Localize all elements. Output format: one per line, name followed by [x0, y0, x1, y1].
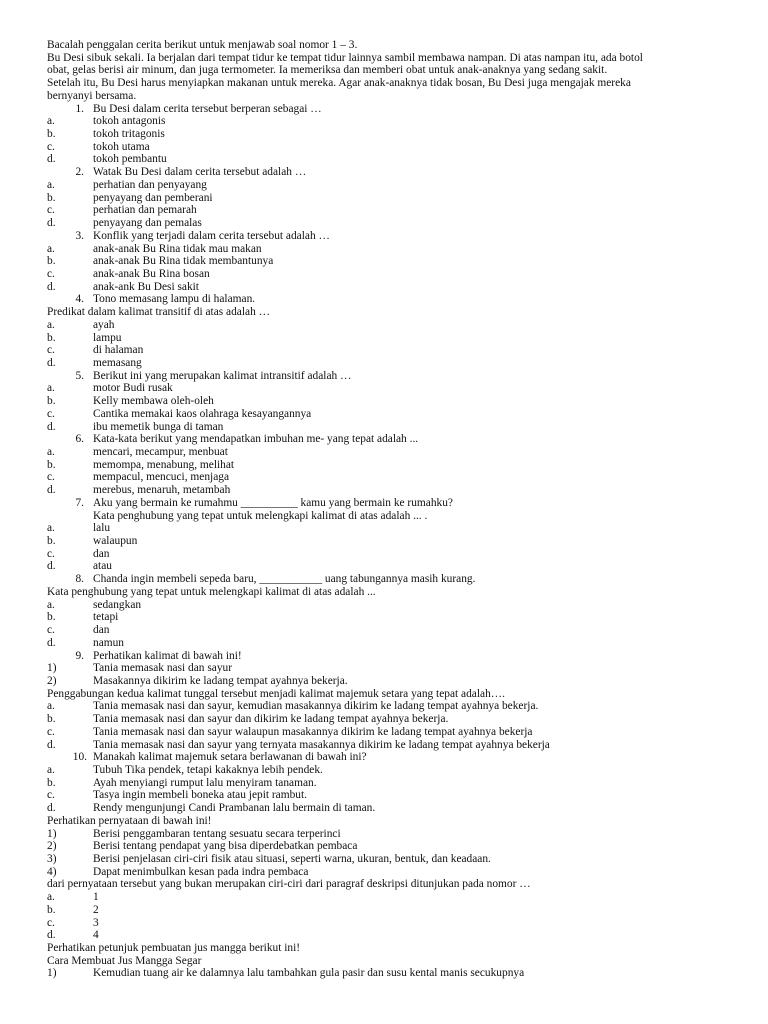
option-c	[47, 204, 727, 217]
option-a	[47, 179, 727, 192]
question-text: Kata-kata berikut yang mendapatkan imbuhan me- yang tepat adalah ...	[93, 433, 419, 446]
statement-text: Berisi tentang pendapat yang bisa diperdebatkan pembaca	[93, 840, 358, 853]
statement-text: Berisi penjelasan ciri-ciri fisik atau situasi, seperti warna, ukuran, bentuk, dan keadaan.	[93, 853, 491, 865]
option-a	[47, 446, 727, 459]
option-label: b.	[47, 535, 56, 548]
option-text: tetapi	[93, 611, 119, 624]
statement-label: 2)	[47, 840, 57, 853]
option-label: c.	[47, 267, 55, 280]
option-d	[47, 739, 727, 752]
question-9	[47, 650, 727, 663]
option-label: d.	[47, 636, 56, 649]
sentence-2	[47, 675, 727, 688]
option-label: a.	[47, 115, 55, 128]
option-text: 3	[93, 916, 99, 929]
option-label: d.	[47, 356, 56, 369]
option-text: penyayang dan pemberani	[93, 191, 213, 204]
story-line: obat, gelas berisi air minum, dan juga termometer. Ia memeriksa dan memberi obat untuk anak-anaknya yang sedang sakit.	[47, 64, 608, 77]
option-c	[47, 548, 727, 561]
option-b	[47, 777, 727, 790]
option-d	[47, 357, 727, 370]
option-label: b.	[47, 458, 56, 471]
option-b	[47, 192, 727, 205]
option-text: memasang	[93, 356, 142, 369]
option-label: b.	[47, 903, 56, 916]
option-c	[47, 141, 727, 154]
option-d	[47, 802, 727, 815]
question-4	[47, 293, 727, 306]
question-5	[47, 370, 727, 383]
statement-text: Berisi penggambaran tentang sesuatu secara terperinci	[93, 827, 341, 840]
story-line: bernyanyi bersama.	[47, 89, 137, 102]
option-label: a.	[47, 522, 55, 535]
question-text: Watak Bu Desi dalam cerita tersebut adalah …	[93, 166, 307, 179]
question-text: Konflik yang terjadi dalam cerita tersebut adalah …	[93, 229, 330, 242]
option-text: 2	[93, 903, 99, 916]
question-number: 1.	[75, 102, 84, 115]
statement-1	[47, 828, 727, 841]
option-a	[47, 599, 727, 612]
option-label: c.	[47, 789, 55, 802]
option-c	[47, 789, 727, 802]
option-c	[47, 408, 727, 421]
option-label: a.	[47, 318, 55, 331]
statement-label: 1)	[47, 827, 57, 840]
option-b	[47, 255, 727, 268]
option-label: c.	[47, 344, 55, 357]
option-b	[47, 332, 727, 345]
statement-text: Dapat menimbulkan kesan pada indra pembaca	[93, 865, 309, 878]
option-label: a.	[47, 242, 55, 255]
option-label: c.	[47, 725, 55, 738]
option-d	[47, 560, 727, 573]
option-b	[47, 904, 727, 917]
option-c	[47, 471, 727, 484]
option-label: d.	[47, 929, 56, 942]
option-label: c.	[47, 140, 55, 153]
sentence-text: Tania memasak nasi dan sayur	[93, 662, 233, 675]
option-text: tokoh utama	[93, 140, 150, 153]
option-label: a.	[47, 700, 55, 713]
option-label: d.	[47, 560, 56, 573]
question-prompt: Kata penghubung yang tepat untuk melengkapi kalimat di atas adalah ...	[47, 585, 376, 598]
question-lead: Perhatikan petunjuk pembuatan jus mangga berikut ini!	[47, 942, 301, 955]
option-label: d.	[47, 420, 56, 433]
question-prompt: dari pernyataan tersebut yang bukan merupakan ciri-ciri dari paragraf deskripsi ditunjukan pada nomor …	[47, 878, 531, 891]
story-line: Setelah itu, Bu Desi harus menyiapkan makanan untuk mereka. Agar anak-anaknya tidak bosan, Bu Desi juga mengajak mereka	[47, 77, 631, 90]
question-3	[47, 230, 727, 243]
question-prompt: Predikat dalam kalimat transitif di atas adalah …	[47, 306, 270, 319]
option-text: dan	[93, 547, 110, 560]
option-d	[47, 281, 727, 294]
question-8	[47, 573, 727, 586]
option-label: a.	[47, 891, 55, 904]
option-text: anak-anak Bu Rina tidak membantunya	[93, 255, 274, 268]
option-label: b.	[47, 331, 56, 344]
option-text: ibu memetik bunga di taman	[93, 420, 224, 433]
option-text: ayah	[93, 318, 115, 331]
question-text: Bu Desi dalam cerita tersebut berperan sebagai …	[93, 102, 322, 115]
option-text: atau	[93, 560, 112, 573]
question-number: 3.	[75, 229, 84, 242]
question-2	[47, 166, 727, 179]
option-label: b.	[47, 395, 56, 408]
step-text: Kemudian tuang air ke dalamnya lalu tambahkan gula pasir dan susu kental manis secukupnya	[93, 967, 525, 980]
option-text: di halaman	[93, 344, 144, 357]
question-text: Tono memasang lampu di halaman.	[93, 293, 256, 306]
option-b	[47, 395, 727, 408]
option-label: b.	[47, 776, 56, 789]
option-text: perhatian dan pemarah	[93, 204, 197, 217]
option-text: Cantika memakai kaos olahraga kesayangannya	[93, 407, 312, 420]
option-text: Tania memasak nasi dan sayur yang ternyata masakannya dikirim ke ladang tempat ayahnya bekerja	[93, 738, 550, 751]
option-text: Rendy mengunjungi Candi Prambanan lalu bermain di taman.	[93, 802, 376, 815]
question-number: 6.	[75, 433, 84, 446]
option-c	[47, 917, 727, 930]
step-1	[47, 967, 727, 980]
option-text: tokoh pembantu	[93, 153, 167, 166]
option-text: tokoh tritagonis	[93, 128, 165, 141]
option-d	[47, 637, 727, 650]
question-number: 4.	[75, 293, 84, 306]
option-label: a.	[47, 763, 55, 776]
option-text: Tubuh Tika pendek, tetapi kakaknya lebih pendek.	[93, 763, 323, 776]
option-text: walaupun	[93, 535, 138, 548]
question-text: Manakah kalimat majemuk setara berlawanan di bawah ini?	[93, 751, 367, 764]
question-prompt: Kata penghubung yang tepat untuk melengkapi kalimat di atas adalah ... .	[93, 509, 428, 522]
option-d	[47, 484, 727, 497]
option-text: anak-ank Bu Desi sakit	[93, 280, 199, 293]
question-prompt: Penggabungan kedua kalimat tunggal tersebut menjadi kalimat majemuk setara yang tepat adalah….	[47, 687, 506, 700]
question-number: 9.	[75, 649, 84, 662]
question-text: Berikut ini yang merupakan kalimat intransitif adalah …	[93, 369, 352, 382]
statement-2	[47, 840, 727, 853]
option-label: d.	[47, 802, 56, 815]
option-a	[47, 764, 727, 777]
option-text: mempacul, mencuci, menjaga	[93, 471, 229, 484]
option-d	[47, 153, 727, 166]
option-label: b.	[47, 713, 56, 726]
option-label: c.	[47, 547, 55, 560]
question-6	[47, 433, 727, 446]
option-c	[47, 726, 727, 739]
option-text: dan	[93, 624, 110, 637]
question-number: 2.	[75, 166, 84, 179]
option-label: a.	[47, 382, 55, 395]
option-d	[47, 421, 727, 434]
option-label: d.	[47, 280, 56, 293]
recipe-title: Cara Membuat Jus Mangga Segar	[47, 954, 202, 967]
option-text: Tania memasak nasi dan sayur walaupun masakannya dikirim ke ladang tempat ayahnya bekerja	[93, 725, 533, 738]
question-10	[47, 751, 727, 764]
option-text: lampu	[93, 331, 122, 344]
option-label: b.	[47, 191, 56, 204]
option-d	[47, 217, 727, 230]
option-label: a.	[47, 178, 55, 191]
document-page	[47, 39, 727, 980]
option-label: b.	[47, 611, 56, 624]
sentence-label: 1)	[47, 662, 57, 675]
question-number: 5.	[75, 369, 84, 382]
option-label: d.	[47, 484, 56, 497]
statement-4	[47, 866, 727, 879]
option-a	[47, 891, 727, 904]
option-label: b.	[47, 128, 56, 141]
option-text: namun	[93, 636, 125, 649]
story-line: Bu Desi sibuk sekali. Ia berjalan dari tempat tidur ke tempat tidur lainnya sambil membawa nampan. Di atas nampan itu, ada botol	[47, 51, 643, 64]
option-label: b.	[47, 255, 56, 268]
option-text: 1	[93, 891, 99, 904]
statement-label: 3)	[47, 853, 57, 865]
option-text: mencari, mecampur, menbuat	[93, 446, 228, 458]
option-c	[47, 624, 727, 637]
option-d	[47, 929, 727, 942]
step-label: 1)	[47, 967, 57, 980]
option-label: c.	[47, 624, 55, 637]
sentence-text: Masakannya dikirim ke ladang tempat ayahnya bekerja.	[93, 674, 348, 687]
question-7	[47, 497, 727, 510]
option-b	[47, 713, 727, 726]
statement-3	[47, 853, 727, 866]
option-label: c.	[47, 916, 55, 929]
option-text: lalu	[93, 522, 111, 535]
option-text: motor Budi rusak	[93, 382, 173, 395]
option-text: penyayang dan pemalas	[93, 217, 202, 230]
option-text: perhatian dan penyayang	[93, 178, 207, 191]
statement-label: 4)	[47, 865, 57, 878]
option-c	[47, 344, 727, 357]
option-label: d.	[47, 153, 56, 166]
question-number: 10.	[72, 751, 87, 764]
sentence-1	[47, 662, 727, 675]
option-a	[47, 243, 727, 256]
option-text: Tasya ingin membeli boneka atau jepit rambut.	[93, 789, 307, 802]
option-a	[47, 319, 727, 332]
option-label: c.	[47, 407, 55, 420]
option-text: anak-anak Bu Rina tidak mau makan	[93, 242, 262, 255]
option-b	[47, 535, 727, 548]
sentence-label: 2)	[47, 674, 57, 687]
option-text: Tania memasak nasi dan sayur dan dikirim ke ladang tempat ayahnya bekerja.	[93, 713, 449, 726]
option-text: tokoh antagonis	[93, 115, 166, 128]
option-a	[47, 522, 727, 535]
question-number: 8.	[75, 573, 84, 586]
option-label: c.	[47, 471, 55, 484]
option-label: c.	[47, 204, 55, 217]
question-1	[47, 103, 727, 116]
option-b	[47, 459, 727, 472]
option-b	[47, 128, 727, 141]
question-text: Chanda ingin membeli sepeda baru, ___________ uang tabungannya masih kurang.	[93, 573, 476, 586]
option-text: Ayah menyiangi rumput lalu menyiram tanaman.	[93, 776, 317, 789]
option-text: memompa, menabung, melihat	[93, 458, 235, 471]
question-lead: Perhatikan pernyataan di bawah ini!	[47, 814, 212, 827]
option-text: sedangkan	[93, 598, 142, 611]
option-text: 4	[93, 929, 99, 942]
option-a	[47, 382, 727, 395]
option-a	[47, 700, 727, 713]
option-c	[47, 268, 727, 281]
option-b	[47, 611, 727, 624]
intro-instruction: Bacalah penggalan cerita berikut untuk menjawab soal nomor 1 – 3.	[47, 39, 358, 51]
question-text: Perhatikan kalimat di bawah ini!	[93, 649, 242, 662]
option-a	[47, 115, 727, 128]
option-label: d.	[47, 217, 56, 230]
question-text: Aku yang bermain ke rumahmu __________ kamu yang bermain ke rumahku?	[93, 496, 453, 509]
option-label: a.	[47, 446, 55, 458]
option-text: anak-anak Bu Rina bosan	[93, 267, 210, 280]
option-label: d.	[47, 738, 56, 751]
option-text: merebus, menaruh, metambah	[93, 484, 231, 497]
option-text: Kelly membawa oleh-oleh	[93, 395, 214, 408]
question-number: 7.	[75, 496, 84, 509]
option-label: a.	[47, 598, 55, 611]
option-text: Tania memasak nasi dan sayur, kemudian masakannya dikirim ke ladang tempat ayahnya bekerja.	[93, 700, 539, 713]
